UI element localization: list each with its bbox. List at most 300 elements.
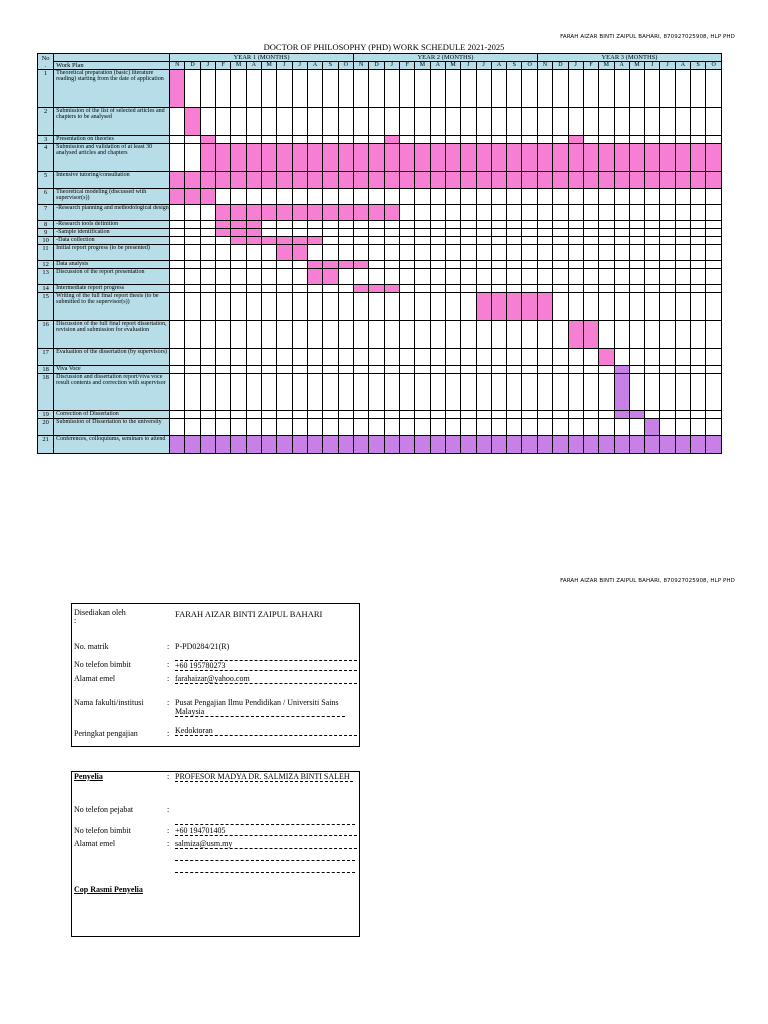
- work-plan-item: Discussion of the report presentation: [54, 269, 170, 285]
- schedule-cell: [399, 349, 414, 366]
- schedule-cell: [231, 321, 246, 349]
- schedule-cell: [445, 70, 460, 108]
- schedule-cell: [170, 349, 185, 366]
- col-no-header: No .: [38, 54, 54, 70]
- schedule-cell: [461, 189, 476, 205]
- row-number: 1: [38, 70, 54, 108]
- schedule-cell: [338, 374, 353, 411]
- schedule-cell: [461, 349, 476, 366]
- schedule-cell: [354, 136, 369, 144]
- schedule-cell: [307, 411, 322, 419]
- schedule-cell: [553, 229, 568, 237]
- schedule-cell: [261, 245, 276, 261]
- schedule-cell: [583, 285, 598, 293]
- supervisor-phone-value: +60 194701405: [175, 826, 357, 836]
- schedule-bar-cell: [246, 436, 261, 454]
- schedule-cell: [445, 349, 460, 366]
- schedule-cell: [277, 229, 292, 237]
- schedule-bar-cell: [307, 261, 322, 269]
- schedule-bar-cell: [170, 189, 185, 205]
- schedule-cell: [645, 237, 660, 245]
- schedule-cell: [369, 411, 384, 419]
- schedule-bar-cell: [706, 172, 722, 189]
- schedule-cell: [292, 136, 307, 144]
- schedule-cell: [384, 411, 399, 419]
- schedule-cell: [216, 366, 231, 374]
- schedule-cell: [323, 70, 338, 108]
- schedule-cell: [246, 269, 261, 285]
- schedule-cell: [537, 136, 552, 144]
- schedule-cell: [369, 189, 384, 205]
- schedule-bar-cell: [216, 221, 231, 229]
- schedule-cell: [323, 349, 338, 366]
- month-header: J: [568, 62, 583, 70]
- schedule-cell: [369, 221, 384, 229]
- schedule-row: [38, 419, 722, 436]
- schedule-cell: [415, 229, 430, 237]
- schedule-cell: [170, 293, 185, 321]
- schedule-cell: [629, 70, 644, 108]
- schedule-cell: [553, 411, 568, 419]
- schedule-cell: [185, 349, 200, 366]
- schedule-cell: [491, 374, 506, 411]
- schedule-cell: [246, 285, 261, 293]
- schedule-cell: [216, 136, 231, 144]
- month-header: J: [384, 62, 399, 70]
- schedule-cell: [599, 245, 614, 261]
- schedule-cell: [277, 269, 292, 285]
- schedule-row: [38, 245, 722, 261]
- schedule-cell: [200, 205, 215, 221]
- schedule-cell: [307, 189, 322, 205]
- schedule-cell: [185, 285, 200, 293]
- schedule-cell: [599, 285, 614, 293]
- schedule-bar-cell: [430, 144, 445, 172]
- schedule-row: [38, 205, 722, 221]
- schedule-cell: [384, 261, 399, 269]
- row-number: 7: [38, 205, 54, 221]
- schedule-cell: [476, 245, 491, 261]
- schedule-cell: [307, 349, 322, 366]
- schedule-cell: [399, 269, 414, 285]
- work-plan-item: Discussion of the full final report dissertation, revision and submission for evaluation: [54, 321, 170, 349]
- schedule-cell: [369, 321, 384, 349]
- schedule-cell: [445, 261, 460, 269]
- schedule-cell: [246, 349, 261, 366]
- schedule-bar-cell: [261, 237, 276, 245]
- schedule-cell: [675, 411, 690, 419]
- schedule-cell: [369, 245, 384, 261]
- schedule-bar-cell: [246, 172, 261, 189]
- work-plan-item: -Data collection: [54, 237, 170, 245]
- schedule-cell: [231, 349, 246, 366]
- supervisor-value: PROFESOR MADYA DR. SALMIZA BINTI SALEH: [175, 772, 353, 782]
- schedule-cell: [307, 321, 322, 349]
- schedule-cell: [522, 205, 537, 221]
- schedule-cell: [246, 70, 261, 108]
- schedule-cell: [200, 245, 215, 261]
- schedule-cell: [338, 293, 353, 321]
- schedule-cell: [537, 108, 552, 136]
- schedule-cell: [706, 349, 722, 366]
- schedule-cell: [476, 419, 491, 436]
- schedule-cell: [216, 321, 231, 349]
- schedule-cell: [399, 411, 414, 419]
- schedule-cell: [216, 237, 231, 245]
- schedule-cell: [614, 293, 629, 321]
- schedule-bar-cell: [568, 136, 583, 144]
- schedule-bar-cell: [645, 172, 660, 189]
- schedule-bar-cell: [691, 172, 706, 189]
- schedule-cell: [645, 411, 660, 419]
- schedule-cell: [614, 349, 629, 366]
- schedule-cell: [231, 366, 246, 374]
- schedule-bar-cell: [491, 144, 506, 172]
- schedule-cell: [691, 221, 706, 229]
- schedule-bar-cell: [323, 261, 338, 269]
- schedule-cell: [507, 136, 522, 144]
- schedule-cell: [292, 269, 307, 285]
- schedule-cell: [231, 70, 246, 108]
- schedule-cell: [691, 366, 706, 374]
- schedule-cell: [369, 229, 384, 237]
- schedule-cell: [522, 269, 537, 285]
- month-header: J: [277, 62, 292, 70]
- schedule-cell: [200, 108, 215, 136]
- schedule-cell: [216, 70, 231, 108]
- work-plan-item: Theoretical preparation (basic) literature reading) starting from the date of application: [54, 70, 170, 108]
- schedule-cell: [170, 269, 185, 285]
- schedule-cell: [246, 419, 261, 436]
- schedule-bar-cell: [277, 172, 292, 189]
- schedule-bar-cell: [568, 321, 583, 349]
- schedule-bar-cell: [553, 436, 568, 454]
- month-header: S: [691, 62, 706, 70]
- matric-label: No. matrik: [74, 642, 109, 651]
- schedule-cell: [583, 221, 598, 229]
- schedule-cell: [537, 419, 552, 436]
- schedule-bar-cell: [307, 269, 322, 285]
- schedule-cell: [415, 349, 430, 366]
- schedule-bar-cell: [292, 205, 307, 221]
- schedule-cell: [507, 229, 522, 237]
- schedule-bar-cell: [277, 205, 292, 221]
- schedule-cell: [522, 411, 537, 419]
- schedule-bar-cell: [354, 205, 369, 221]
- schedule-cell: [430, 411, 445, 419]
- schedule-cell: [645, 261, 660, 269]
- schedule-cell: [261, 366, 276, 374]
- schedule-cell: [629, 349, 644, 366]
- schedule-cell: [170, 374, 185, 411]
- schedule-bar-cell: [323, 436, 338, 454]
- schedule-bar-cell: [553, 144, 568, 172]
- month-header: J: [292, 62, 307, 70]
- schedule-cell: [461, 419, 476, 436]
- schedule-cell: [261, 261, 276, 269]
- schedule-cell: [369, 237, 384, 245]
- schedule-bar-cell: [614, 374, 629, 411]
- schedule-cell: [369, 108, 384, 136]
- email-value: farahaizar@yahoo.com: [175, 674, 357, 684]
- schedule-cell: [660, 349, 675, 366]
- schedule-cell: [583, 293, 598, 321]
- schedule-cell: [231, 293, 246, 321]
- schedule-cell: [614, 269, 629, 285]
- schedule-bar-cell: [323, 269, 338, 285]
- row-number: 16: [38, 321, 54, 349]
- schedule-cell: [415, 189, 430, 205]
- schedule-cell: [170, 144, 185, 172]
- schedule-cell: [384, 189, 399, 205]
- schedule-cell: [354, 411, 369, 419]
- schedule-bar-cell: [522, 144, 537, 172]
- month-header: A: [307, 62, 322, 70]
- schedule-cell: [292, 285, 307, 293]
- schedule-cell: [445, 285, 460, 293]
- schedule-cell: [415, 108, 430, 136]
- schedule-cell: [645, 245, 660, 261]
- schedule-row: [38, 136, 722, 144]
- prepared-by-label: Disediakan oleh: [74, 608, 126, 617]
- schedule-cell: [200, 285, 215, 293]
- schedule-cell: [261, 189, 276, 205]
- schedule-cell: [599, 108, 614, 136]
- schedule-cell: [338, 136, 353, 144]
- schedule-cell: [461, 108, 476, 136]
- schedule-cell: [583, 419, 598, 436]
- schedule-bar-cell: [338, 172, 353, 189]
- month-header: A: [675, 62, 690, 70]
- schedule-cell: [384, 245, 399, 261]
- schedule-cell: [354, 189, 369, 205]
- schedule-cell: [507, 261, 522, 269]
- schedule-bar-cell: [307, 237, 322, 245]
- schedule-cell: [261, 108, 276, 136]
- schedule-cell: [553, 189, 568, 205]
- schedule-bar-cell: [292, 144, 307, 172]
- schedule-cell: [568, 189, 583, 205]
- schedule-cell: [645, 269, 660, 285]
- schedule-cell: [415, 70, 430, 108]
- schedule-cell: [507, 245, 522, 261]
- schedule-cell: [185, 293, 200, 321]
- schedule-bar-cell: [445, 436, 460, 454]
- schedule-cell: [384, 237, 399, 245]
- schedule-cell: [675, 269, 690, 285]
- schedule-bar-cell: [354, 144, 369, 172]
- schedule-cell: [675, 229, 690, 237]
- row-number: 8: [38, 221, 54, 229]
- schedule-cell: [277, 411, 292, 419]
- schedule-cell: [216, 108, 231, 136]
- schedule-cell: [507, 285, 522, 293]
- schedule-cell: [292, 221, 307, 229]
- schedule-bar-cell: [706, 144, 722, 172]
- schedule-cell: [307, 419, 322, 436]
- month-header: J: [200, 62, 215, 70]
- schedule-cell: [706, 366, 722, 374]
- schedule-cell: [706, 136, 722, 144]
- schedule-cell: [384, 108, 399, 136]
- work-plan-item: Data analysis: [54, 261, 170, 269]
- schedule-row: [38, 70, 722, 108]
- schedule-cell: [461, 221, 476, 229]
- schedule-bar-cell: [445, 172, 460, 189]
- schedule-cell: [323, 321, 338, 349]
- schedule-cell: [323, 229, 338, 237]
- schedule-cell: [292, 419, 307, 436]
- schedule-cell: [537, 321, 552, 349]
- schedule-cell: [553, 285, 568, 293]
- schedule-cell: [445, 411, 460, 419]
- schedule-bar-cell: [277, 436, 292, 454]
- schedule-cell: [277, 285, 292, 293]
- col-plan-header: [54, 54, 170, 62]
- schedule-bar-cell: [675, 144, 690, 172]
- schedule-cell: [399, 419, 414, 436]
- schedule-cell: [338, 419, 353, 436]
- schedule-cell: [399, 237, 414, 245]
- schedule-cell: [706, 374, 722, 411]
- schedule-cell: [323, 293, 338, 321]
- schedule-cell: [491, 70, 506, 108]
- schedule-bar-cell: [216, 172, 231, 189]
- schedule-cell: [292, 366, 307, 374]
- schedule-bar-cell: [614, 144, 629, 172]
- schedule-cell: [491, 136, 506, 144]
- schedule-cell: [568, 349, 583, 366]
- schedule-row: [38, 261, 722, 269]
- schedule-cell: [614, 221, 629, 229]
- schedule-cell: [384, 366, 399, 374]
- schedule-cell: [399, 285, 414, 293]
- schedule-cell: [660, 285, 675, 293]
- year-header-1: YEAR 1 (MONTHS): [170, 54, 354, 62]
- schedule-bar-cell: [537, 436, 552, 454]
- schedule-cell: [706, 245, 722, 261]
- schedule-cell: [507, 366, 522, 374]
- schedule-bar-cell: [216, 436, 231, 454]
- schedule-cell: [277, 374, 292, 411]
- schedule-bar-cell: [354, 261, 369, 269]
- schedule-cell: [691, 70, 706, 108]
- schedule-cell: [200, 374, 215, 411]
- schedule-cell: [599, 136, 614, 144]
- month-header: F: [583, 62, 598, 70]
- schedule-cell: [338, 229, 353, 237]
- schedule-cell: [354, 237, 369, 245]
- student-info-box: Disediakan oleh : FARAH AIZAR BINTI ZAIPUL BAHARI No. matrik : P-PD0284/21(R) No telefon bimbit : +60 195780273 Alamat emel : farahaizar@yahoo.com Nama fakulti/institusi : Pusat Pengajian Ilmu Pendidikan / Universiti Sains Malaysia Peringkat pengajian : Kedoktoran: [71, 603, 360, 747]
- schedule-cell: [568, 374, 583, 411]
- schedule-cell: [384, 374, 399, 411]
- schedule-cell: [369, 70, 384, 108]
- schedule-cell: [568, 229, 583, 237]
- schedule-cell: [675, 189, 690, 205]
- schedule-cell: [307, 108, 322, 136]
- schedule-cell: [568, 245, 583, 261]
- schedule-cell: [185, 245, 200, 261]
- schedule-bar-cell: [675, 436, 690, 454]
- schedule-cell: [216, 411, 231, 419]
- schedule-cell: [675, 419, 690, 436]
- schedule-bar-cell: [599, 436, 614, 454]
- schedule-cell: [522, 221, 537, 229]
- schedule-bar-cell: [660, 436, 675, 454]
- schedule-cell: [246, 411, 261, 419]
- schedule-cell: [553, 221, 568, 229]
- schedule-bar-cell: [323, 172, 338, 189]
- schedule-cell: [170, 245, 185, 261]
- schedule-bar-cell: [645, 144, 660, 172]
- schedule-cell: [599, 321, 614, 349]
- schedule-bar-cell: [599, 349, 614, 366]
- schedule-cell: [354, 366, 369, 374]
- schedule-bar-cell: [231, 144, 246, 172]
- schedule-cell: [415, 293, 430, 321]
- schedule-bar-cell: [185, 436, 200, 454]
- schedule-cell: [507, 419, 522, 436]
- schedule-cell: [507, 237, 522, 245]
- row-number: 18: [38, 374, 54, 411]
- schedule-row: [38, 269, 722, 285]
- schedule-bar-cell: [216, 229, 231, 237]
- schedule-cell: [216, 419, 231, 436]
- schedule-cell: [553, 374, 568, 411]
- schedule-cell: [430, 70, 445, 108]
- schedule-cell: [445, 419, 460, 436]
- schedule-cell: [599, 221, 614, 229]
- schedule-cell: [522, 419, 537, 436]
- schedule-cell: [629, 374, 644, 411]
- schedule-cell: [675, 349, 690, 366]
- schedule-cell: [691, 349, 706, 366]
- schedule-cell: [415, 419, 430, 436]
- schedule-cell: [415, 205, 430, 221]
- schedule-bar-cell: [338, 436, 353, 454]
- schedule-cell: [277, 221, 292, 229]
- schedule-cell: [507, 70, 522, 108]
- schedule-row: [38, 221, 722, 229]
- schedule-cell: [599, 293, 614, 321]
- schedule-cell: [231, 411, 246, 419]
- schedule-row: [38, 366, 722, 374]
- schedule-cell: [185, 374, 200, 411]
- schedule-cell: [445, 237, 460, 245]
- schedule-cell: [430, 321, 445, 349]
- schedule-cell: [185, 411, 200, 419]
- schedule-cell: [185, 269, 200, 285]
- schedule-cell: [629, 419, 644, 436]
- schedule-cell: [660, 245, 675, 261]
- schedule-cell: [691, 108, 706, 136]
- schedule-bar-cell: [568, 144, 583, 172]
- schedule-cell: [338, 411, 353, 419]
- schedule-cell: [629, 221, 644, 229]
- schedule-cell: [629, 237, 644, 245]
- work-plan-item: Evaluation of the dissertation (by supervisors): [54, 349, 170, 366]
- schedule-cell: [691, 189, 706, 205]
- schedule-row: [38, 349, 722, 366]
- schedule-cell: [660, 261, 675, 269]
- schedule-cell: [522, 189, 537, 205]
- schedule-cell: [675, 321, 690, 349]
- schedule-cell: [660, 366, 675, 374]
- schedule-cell: [170, 221, 185, 229]
- schedule-cell: [246, 189, 261, 205]
- schedule-cell: [706, 205, 722, 221]
- schedule-cell: [691, 229, 706, 237]
